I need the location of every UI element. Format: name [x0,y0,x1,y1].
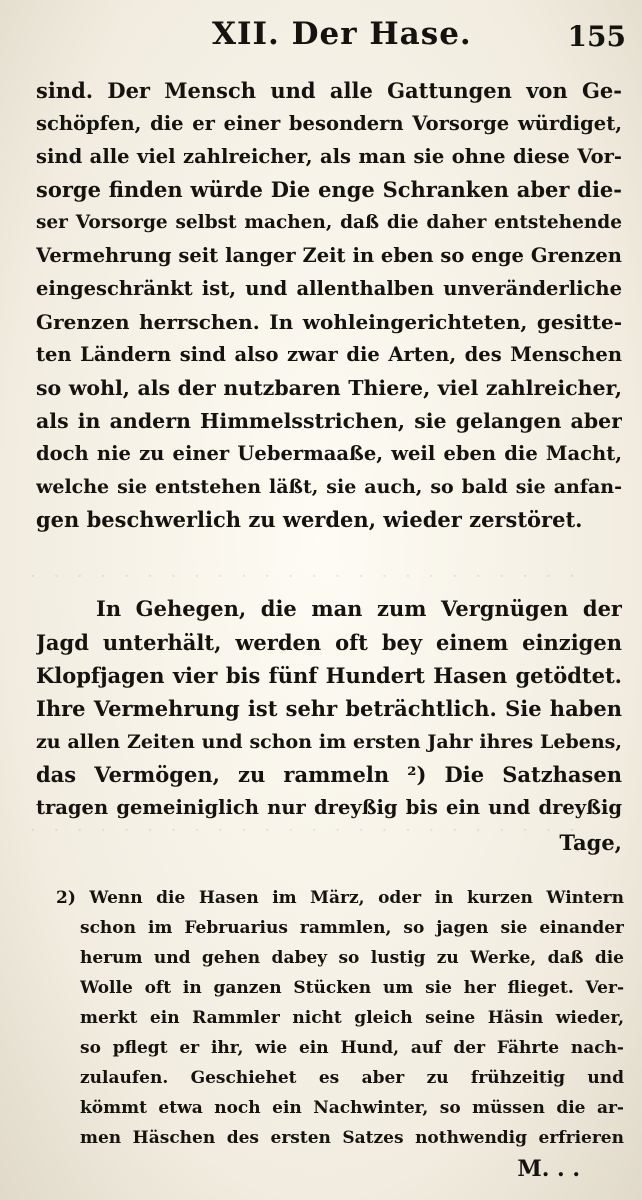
text-line: das Vermögen, zu rammeln ²) Die Satzhasen [36,762,622,787]
text-line: Ihre Vermehrung ist sehr beträchtlich. Sie haben [36,696,622,721]
footnote-line: Wolle oft in ganzen Stücken um sie her flieget. Ver- [80,978,624,998]
footnote-line: so pflegt er ihr, wie ein Hund, auf der Fährte nach- [80,1038,624,1058]
text-line: eingeschränkt ist, und allenthalben unveränderliche [36,277,622,300]
text-line: sind. Der Mensch und alle Gattungen von Ge- [36,78,622,103]
catchword: Tage, [559,830,622,855]
text-line: als in andern Himmelsstrichen, sie gelangen aber [36,409,622,433]
text-line: Grenzen herrschen. In wohleingerichteten, gesitte- [36,310,622,334]
text-line: Jagd unterhält, werden oft bey einem einzigen [36,630,622,655]
bleed-through-text: · · · · · · · · · · · · · · · · · · · · · · · · [30,820,581,841]
footnote-catchword: M. . . [517,1156,580,1182]
text-line: ser Vorsorge selbst machen, daß die daher entstehende [36,212,622,233]
footnote-line: merkt ein Rammler nicht gleich seine Häsin wieder, [80,1008,624,1028]
page-number: 155 [567,20,626,53]
text-line: welche sie entstehen läßt, sie auch, so bald sie anfan- [36,476,622,498]
footnote-line: zulaufen. Geschiehet es aber zu frühzeitig und [80,1068,624,1088]
text-line: ten Ländern sind also zwar die Arten, des Menschen [36,343,622,366]
text-line: doch nie zu einer Uebermaaße, weil eben die Macht, [36,442,622,465]
footnote-line: schon im Februarius rammlen, so jagen sie einander [80,918,624,938]
footnote-line: 2) Wenn die Hasen im März, oder in kurzen Wintern [56,888,624,908]
bleed-through-text: · · · · · · · · · · · · · · · · · · · · · · · · [30,566,581,587]
text-line: sorge finden würde Die enge Schranken aber die- [36,177,622,202]
footnote-line: men Häschen des ersten Satzes nothwendig erfrieren [80,1128,624,1148]
running-header [0,12,642,56]
text-line: so wohl, als der nutzbaren Thiere, viel zahlreicher, [36,376,622,400]
text-line: tragen gemeiniglich nur dreyßig bis ein und dreyßig [36,796,622,819]
text-line: sind alle viel zahlreicher, als man sie ohne diese Vor- [36,145,622,168]
text-line: zu allen Zeiten und schon im ersten Jahr ihres Lebens, [36,731,622,753]
text-line: schöpfen, die er einer besondern Vorsorge würdiget, [36,112,622,135]
text-line: Klopfjagen vier bis fünf Hundert Hasen getödtet. [36,663,622,688]
text-line: In Gehegen, die man zum Vergnügen der [96,596,622,621]
footnote-line: herum und gehen dabey so lustig zu Werke, daß die [80,948,624,968]
text-line: Vermehrung seit langer Zeit in eben so enge Grenzen [36,244,622,267]
text-line: gen beschwerlich zu werden, wieder zerstöret. [36,507,583,532]
footnote-line: kömmt etwa noch ein Nachwinter, so müssen die ar- [80,1098,624,1118]
chapter-title: XII. Der Hase. [212,16,472,52]
